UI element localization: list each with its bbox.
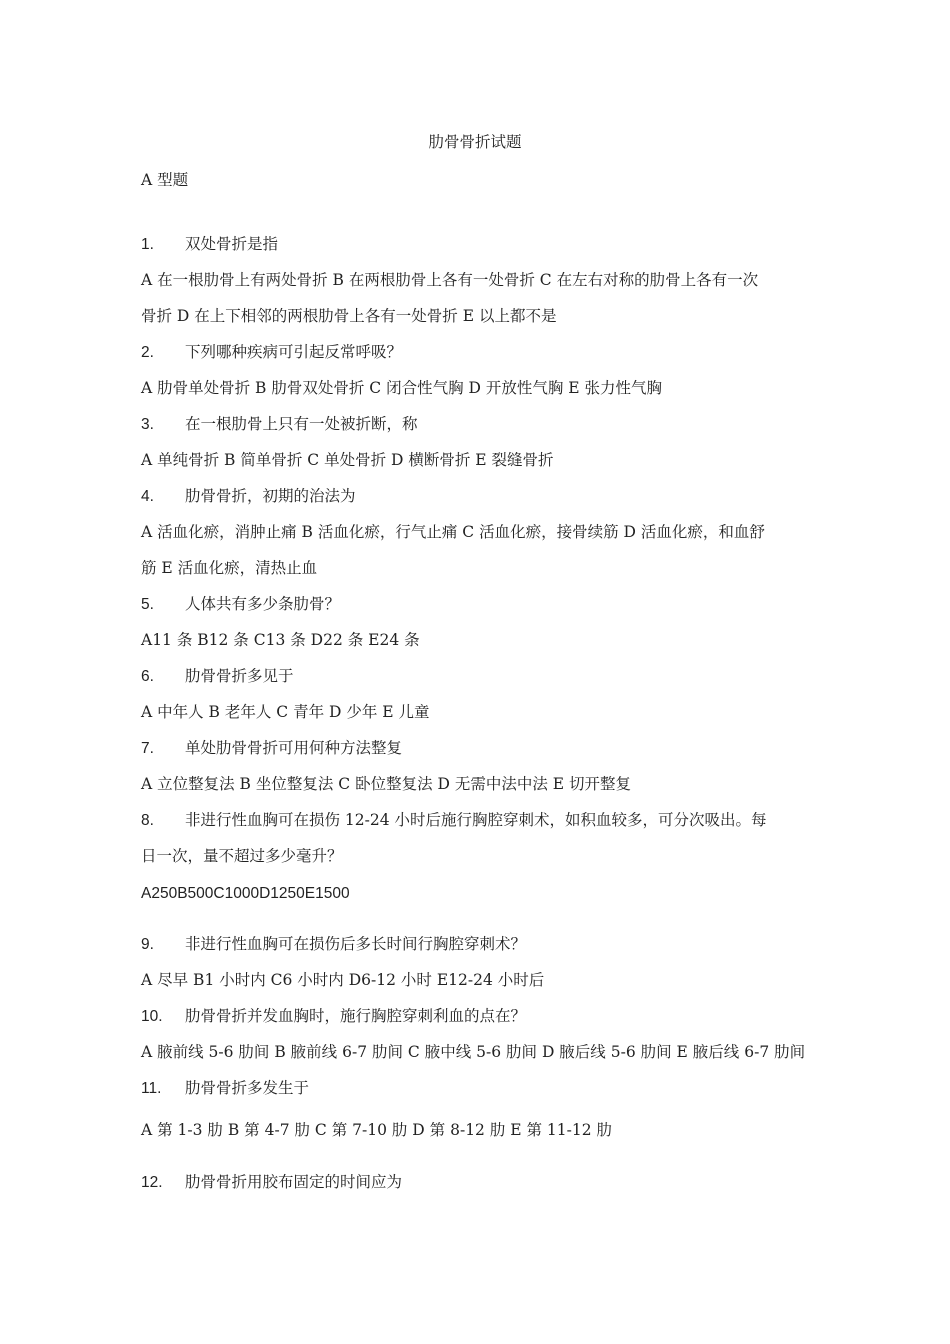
question-2 bbox=[141, 342, 821, 363]
question-number: 1. bbox=[141, 236, 154, 253]
question-text: 肋骨骨折用胶布固定的时间应为 bbox=[185, 1173, 403, 1191]
question-text: 双处骨折是指 bbox=[185, 235, 279, 253]
question-3-options: A 单纯骨折 B 简单骨折 C 单处骨折 D 横断骨折 E 裂缝骨折 bbox=[141, 451, 554, 469]
question-text: 非进行性血胸可在损伤 12-24 小时后施行胸腔穿刺术，如积血较多，可分次吸出。每 bbox=[185, 811, 767, 829]
question-5-options: A11 条 B12 条 C13 条 D22 条 E24 条 bbox=[141, 631, 420, 649]
question-7 bbox=[141, 738, 821, 759]
question-10 bbox=[141, 1006, 821, 1027]
question-number: 2. bbox=[141, 344, 154, 361]
question-number: 4. bbox=[141, 488, 154, 505]
question-10-options: A 腋前线 5-6 肋间 B 腋前线 6-7 肋间 C 腋中线 5-6 肋间 D 腋后线 5-6 肋间 E 腋后线 6-7 肋间 bbox=[141, 1043, 806, 1061]
question-9-options: A 尽早 B1 小时内 C6 小时内 D6-12 小时 E12-24 小时后 bbox=[141, 971, 545, 989]
question-8-options: A250B500C1000D1250E1500 bbox=[141, 885, 350, 902]
question-8-text-cont: 日一次，量不超过多少毫升？ bbox=[141, 847, 343, 865]
question-9 bbox=[141, 934, 821, 955]
question-text: 下列哪种疾病可引起反常呼吸？ bbox=[185, 343, 403, 361]
question-number: 5. bbox=[141, 596, 154, 613]
section-heading: A 型题 bbox=[141, 171, 189, 189]
question-text: 肋骨骨折，初期的治法为 bbox=[185, 487, 356, 505]
question-11-options: A 第 1-3 肋 B 第 4-7 肋 C 第 7-10 肋 D 第 8-12 肋 E 第 11-12 肋 bbox=[141, 1121, 613, 1139]
question-8 bbox=[141, 810, 821, 831]
question-1-options-cont: 骨折 D 在上下相邻的两根肋骨上各有一处骨折 E 以上都不是 bbox=[141, 307, 557, 325]
question-6-options: A 中年人 B 老年人 C 青年 D 少年 E 儿童 bbox=[141, 703, 430, 721]
question-6 bbox=[141, 666, 821, 687]
question-number: 9. bbox=[141, 936, 154, 953]
question-number: 12. bbox=[141, 1174, 163, 1191]
question-text: 单处肋骨骨折可用何种方法整复 bbox=[185, 739, 403, 757]
question-1-options: A 在一根肋骨上有两处骨折 B 在两根肋骨上各有一处骨折 C 在左右对称的肋骨上各有一次 bbox=[141, 271, 759, 289]
question-text: 肋骨骨折多发生于 bbox=[185, 1079, 310, 1097]
question-1 bbox=[141, 234, 821, 255]
question-7-options: A 立位整复法 B 坐位整复法 C 卧位整复法 D 无需中法中法 E 切开整复 bbox=[141, 775, 632, 793]
question-4-options-cont: 筋 E 活血化瘀，清热止血 bbox=[141, 559, 318, 577]
question-number: 10. bbox=[141, 1008, 163, 1025]
question-text: 肋骨骨折并发血胸时，施行胸腔穿刺利血的点在？ bbox=[185, 1007, 527, 1025]
question-text: 人体共有多少条肋骨？ bbox=[185, 595, 341, 613]
question-number: 11. bbox=[141, 1080, 162, 1097]
question-number: 8. bbox=[141, 812, 154, 829]
question-4-options: A 活血化瘀，消肿止痛 B 活血化瘀，行气止痛 C 活血化瘀，接骨续筋 D 活血化瘀，和血舒 bbox=[141, 523, 765, 541]
question-number: 3. bbox=[141, 416, 154, 433]
question-5 bbox=[141, 594, 821, 615]
question-number: 6. bbox=[141, 668, 154, 685]
question-12 bbox=[141, 1172, 821, 1193]
question-3 bbox=[141, 414, 821, 435]
question-text: 非进行性血胸可在损伤后多长时间行胸腔穿刺术？ bbox=[185, 935, 527, 953]
question-text: 在一根肋骨上只有一处被折断，称 bbox=[185, 415, 418, 433]
question-11 bbox=[141, 1078, 821, 1099]
question-4 bbox=[141, 486, 821, 507]
document-title: 肋骨骨折试题 bbox=[428, 133, 522, 151]
question-number: 7. bbox=[141, 740, 154, 757]
question-text: 肋骨骨折多见于 bbox=[185, 667, 294, 685]
question-2-options: A 肋骨单处骨折 B 肋骨双处骨折 C 闭合性气胸 D 开放性气胸 E 张力性气胸 bbox=[141, 379, 663, 397]
